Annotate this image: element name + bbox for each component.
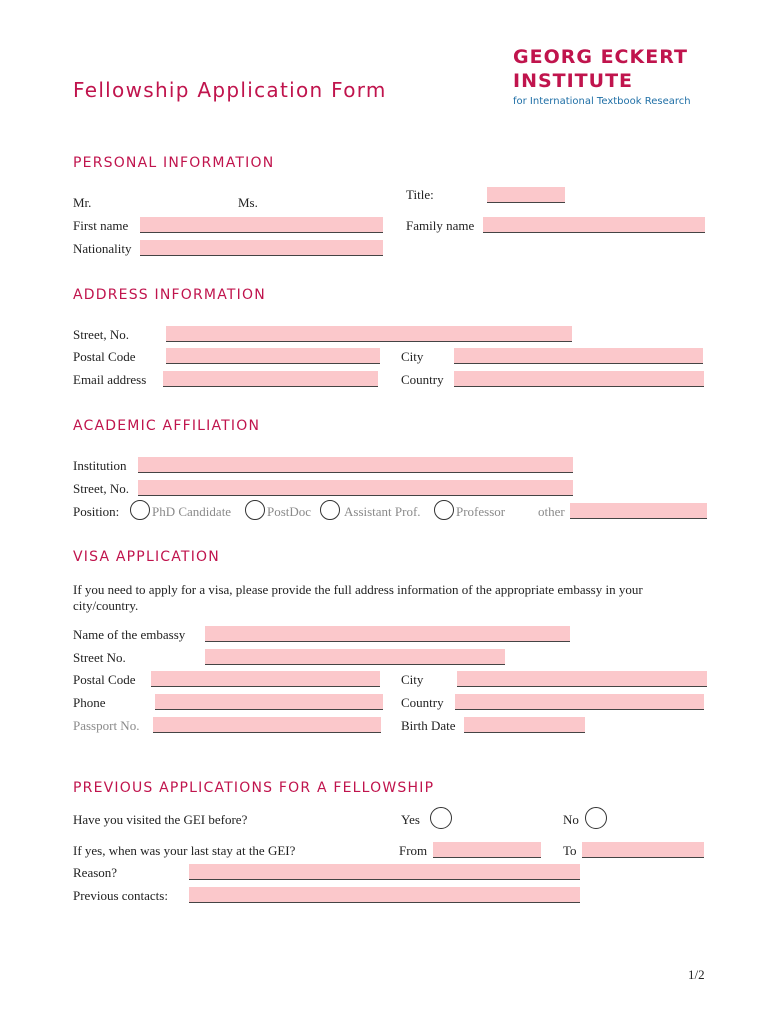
visited-yes-radio[interactable] [430,807,452,829]
birth-date-label: Birth Date [401,718,456,733]
from-date-field[interactable] [433,842,541,858]
visa-postal-label: Postal Code [73,672,136,687]
address-postal-label: Postal Code [73,349,136,364]
assistant-prof-label: Assistant Prof. [344,504,421,519]
previous-heading: PREVIOUS APPLICATIONS FOR A FELLOWSHIP [73,780,435,796]
title-field[interactable] [487,187,565,203]
to-date-field[interactable] [582,842,704,858]
visa-intro-line-1: If you need to apply for a visa, please provide the full address information of the appropriate embassy in your [73,582,643,597]
no-label: No [563,812,579,827]
professor-radio[interactable] [434,500,454,520]
logo-line-2: INSTITUTE [513,70,634,92]
visa-country-label: Country [401,695,444,710]
postdoc-radio[interactable] [245,500,265,520]
nationality-label: Nationality [73,241,132,256]
email-field[interactable] [163,371,378,387]
ms-label: Ms. [238,195,258,210]
institution-field[interactable] [138,457,573,473]
visited-question: Have you visited the GEI before? [73,812,248,827]
visa-street-label: Street No. [73,650,126,665]
visa-street-field[interactable] [205,649,505,665]
address-country-label: Country [401,372,444,387]
address-city-label: City [401,349,424,364]
embassy-field[interactable] [205,626,570,642]
other-label: other [538,504,565,519]
title-label: Title: [406,187,434,202]
phd-candidate-radio[interactable] [130,500,150,520]
institution-label: Institution [73,458,127,473]
address-street-label: Street, No. [73,327,129,342]
phone-field[interactable] [155,694,383,710]
assistant-prof-radio[interactable] [320,500,340,520]
academic-heading: ACADEMIC AFFILIATION [73,418,261,434]
position-label: Position: [73,504,120,519]
mr-label: Mr. [73,195,92,210]
address-postal-field[interactable] [166,348,380,364]
visa-city-label: City [401,672,424,687]
logo-line-1: GEORG ECKERT [513,46,688,68]
first-name-label: First name [73,218,129,233]
contacts-label: Previous contacts: [73,888,168,903]
visited-no-radio[interactable] [585,807,607,829]
visa-intro-line-2: city/country. [73,598,139,613]
phd-candidate-label: PhD Candidate [152,504,232,519]
yes-label: Yes [401,812,420,827]
visa-postal-field[interactable] [151,671,380,687]
email-label: Email address [73,372,147,387]
visa-country-field[interactable] [455,694,704,710]
to-label: To [563,843,577,858]
academic-street-label: Street, No. [73,481,129,496]
phone-label: Phone [73,695,106,710]
from-label: From [399,843,428,858]
address-country-field[interactable] [454,371,704,387]
academic-street-field[interactable] [138,480,573,496]
logo-tagline: for International Textbook Research [513,96,691,107]
passport-label: Passport No. [73,718,140,733]
visa-heading: VISA APPLICATION [73,549,220,565]
professor-label: Professor [456,504,506,519]
visa-city-field[interactable] [457,671,707,687]
address-heading: ADDRESS INFORMATION [73,287,266,303]
family-name-field[interactable] [483,217,705,233]
embassy-label: Name of the embassy [73,627,186,642]
address-street-field[interactable] [166,326,572,342]
nationality-field[interactable] [140,240,383,256]
birth-date-field[interactable] [464,717,585,733]
last-stay-question: If yes, when was your last stay at the GEI? [73,843,296,858]
other-position-field[interactable] [570,503,707,519]
reason-label: Reason? [73,865,118,880]
first-name-field[interactable] [140,217,383,233]
page-number: 1/2 [688,967,705,982]
address-city-field[interactable] [454,348,703,364]
personal-heading: PERSONAL INFORMATION [73,155,275,171]
postdoc-label: PostDoc [267,504,312,519]
reason-field[interactable] [189,864,580,880]
contacts-field[interactable] [189,887,580,903]
family-name-label: Family name [406,218,475,233]
passport-field[interactable] [153,717,381,733]
form-title: Fellowship Application Form [73,78,387,102]
